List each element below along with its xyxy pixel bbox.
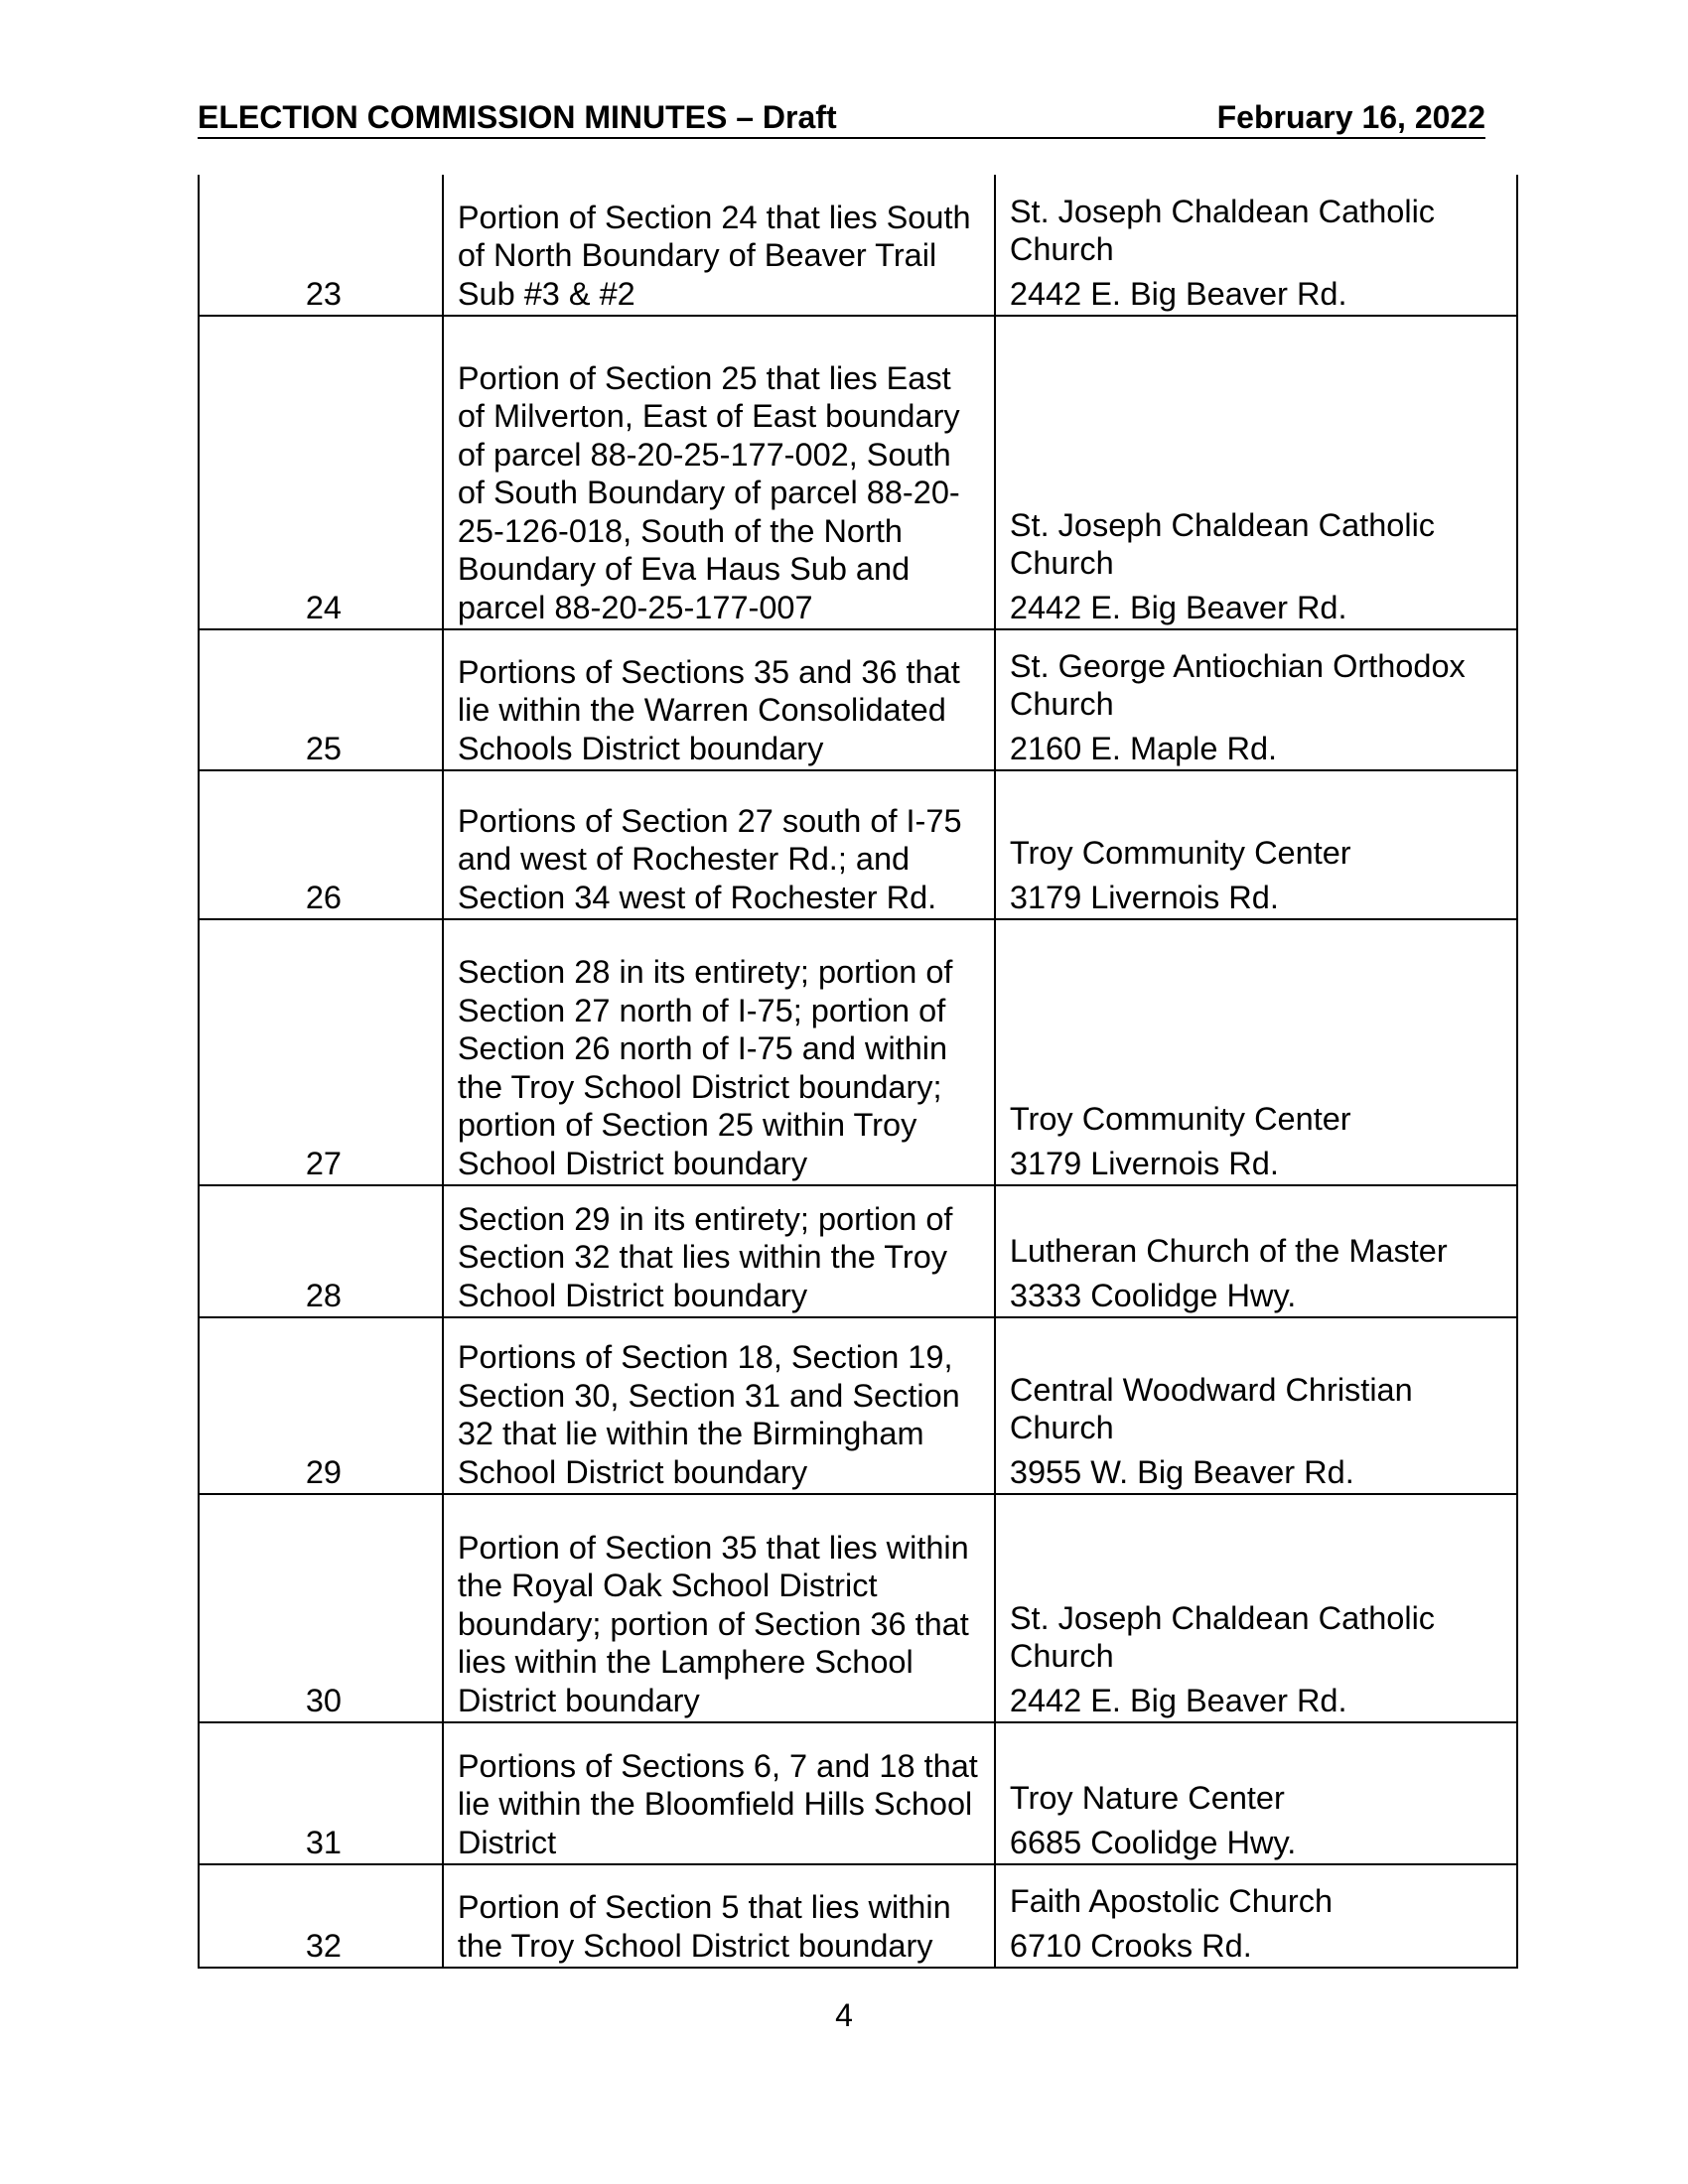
table-row [199, 919, 1517, 1185]
table-row [199, 770, 1517, 919]
page-header [198, 99, 1485, 139]
precinct-number: 27 [199, 919, 443, 1185]
table-row [199, 1317, 1517, 1494]
location-address: 6685 Coolidge Hwy. [1009, 1824, 1297, 1860]
precinct-number: 23 [199, 175, 443, 316]
location-name: St. George Antiochian Orthodox Church [1009, 647, 1466, 722]
page-number: 4 [835, 1997, 853, 2033]
precinct-number: 24 [199, 316, 443, 629]
location-address: 2442 E. Big Beaver Rd. [1009, 589, 1347, 625]
location-address: 6710 Crooks Rd. [1009, 1927, 1252, 1964]
polling-location [995, 1494, 1517, 1722]
precinct-number: 31 [199, 1722, 443, 1864]
precinct-description: Portion of Section 25 that lies East of Milverton, East of East boundary of parcel 88-20-25-177-002, South of South Boundary of parcel 88-20-25-126-018, South of the North Boundary of Eva Haus Sub and parcel 88-20-25-177-007 [443, 316, 995, 629]
polling-location [995, 1864, 1517, 1968]
polling-location [995, 770, 1517, 919]
precinct-number: 26 [199, 770, 443, 919]
location-name: Troy Nature Center [1009, 1780, 1285, 1816]
precinct-number: 29 [199, 1317, 443, 1494]
table-row [199, 316, 1517, 629]
location-name: Faith Apostolic Church [1009, 1883, 1334, 1919]
precinct-description: Portions of Section 27 south of I-75 and west of Rochester Rd.; and Section 34 west of Rochester Rd. [443, 770, 995, 919]
location-address: 2442 E. Big Beaver Rd. [1009, 275, 1347, 312]
polling-location [995, 919, 1517, 1185]
document-title: ELECTION COMMISSION MINUTES – Draft [198, 99, 837, 135]
precinct-description: Section 29 in its entirety; portion of Section 32 that lies within the Troy School District boundary [443, 1185, 995, 1317]
location-name: St. Joseph Chaldean Catholic Church [1009, 193, 1436, 267]
location-name: Troy Community Center [1009, 835, 1351, 871]
location-address: 2160 E. Maple Rd. [1009, 730, 1278, 766]
table-row [199, 1864, 1517, 1968]
location-name: St. Joseph Chaldean Catholic Church [1009, 506, 1436, 581]
precinct-description: Portion of Section 5 that lies within the Troy School District boundary [443, 1864, 995, 1968]
table-row [199, 1494, 1517, 1722]
location-name: Lutheran Church of the Master [1009, 1233, 1448, 1269]
location-name: Central Woodward Christian Church [1009, 1371, 1413, 1445]
polling-location [995, 316, 1517, 629]
location-address: 3955 W. Big Beaver Rd. [1009, 1453, 1354, 1490]
table-row [199, 629, 1517, 770]
precinct-number: 32 [199, 1864, 443, 1968]
table-row [199, 175, 1517, 316]
location-address: 3179 Livernois Rd. [1009, 879, 1279, 915]
table-row [199, 1722, 1517, 1864]
precinct-description: Portion of Section 35 that lies within the Royal Oak School District boundary; portion of Section 36 that lies within the Lamphere School District boundary [443, 1494, 995, 1722]
precinct-number: 28 [199, 1185, 443, 1317]
location-name: St. Joseph Chaldean Catholic Church [1009, 1599, 1436, 1674]
location-address: 3333 Coolidge Hwy. [1009, 1277, 1297, 1313]
polling-location [995, 1722, 1517, 1864]
document-date: February 16, 2022 [1216, 99, 1485, 135]
polling-location [995, 629, 1517, 770]
precinct-description: Section 28 in its entirety; portion of Section 27 north of I-75; portion of Section 26 north of I-75 and within the Troy School District boundary; portion of Section 25 within Troy School District boundary [443, 919, 995, 1185]
precinct-description: Portions of Sections 6, 7 and 18 that lie within the Bloomfield Hills School District [443, 1722, 995, 1864]
precinct-description: Portions of Section 18, Section 19, Section 30, Section 31 and Section 32 that lie within the Birmingham School District boundary [443, 1317, 995, 1494]
polling-location [995, 175, 1517, 316]
precinct-number: 25 [199, 629, 443, 770]
precinct-description: Portion of Section 24 that lies South of North Boundary of Beaver Trail Sub #3 & #2 [443, 175, 995, 316]
precinct-description: Portions of Sections 35 and 36 that lie within the Warren Consolidated Schools District boundary [443, 629, 995, 770]
polling-location [995, 1185, 1517, 1317]
polling-location [995, 1317, 1517, 1494]
location-address: 2442 E. Big Beaver Rd. [1009, 1682, 1347, 1718]
table-row [199, 1185, 1517, 1317]
location-name: Troy Community Center [1009, 1101, 1351, 1137]
location-address: 3179 Livernois Rd. [1009, 1145, 1279, 1181]
precinct-table [198, 175, 1518, 1969]
precinct-table-body [199, 175, 1517, 1968]
precinct-number: 30 [199, 1494, 443, 1722]
